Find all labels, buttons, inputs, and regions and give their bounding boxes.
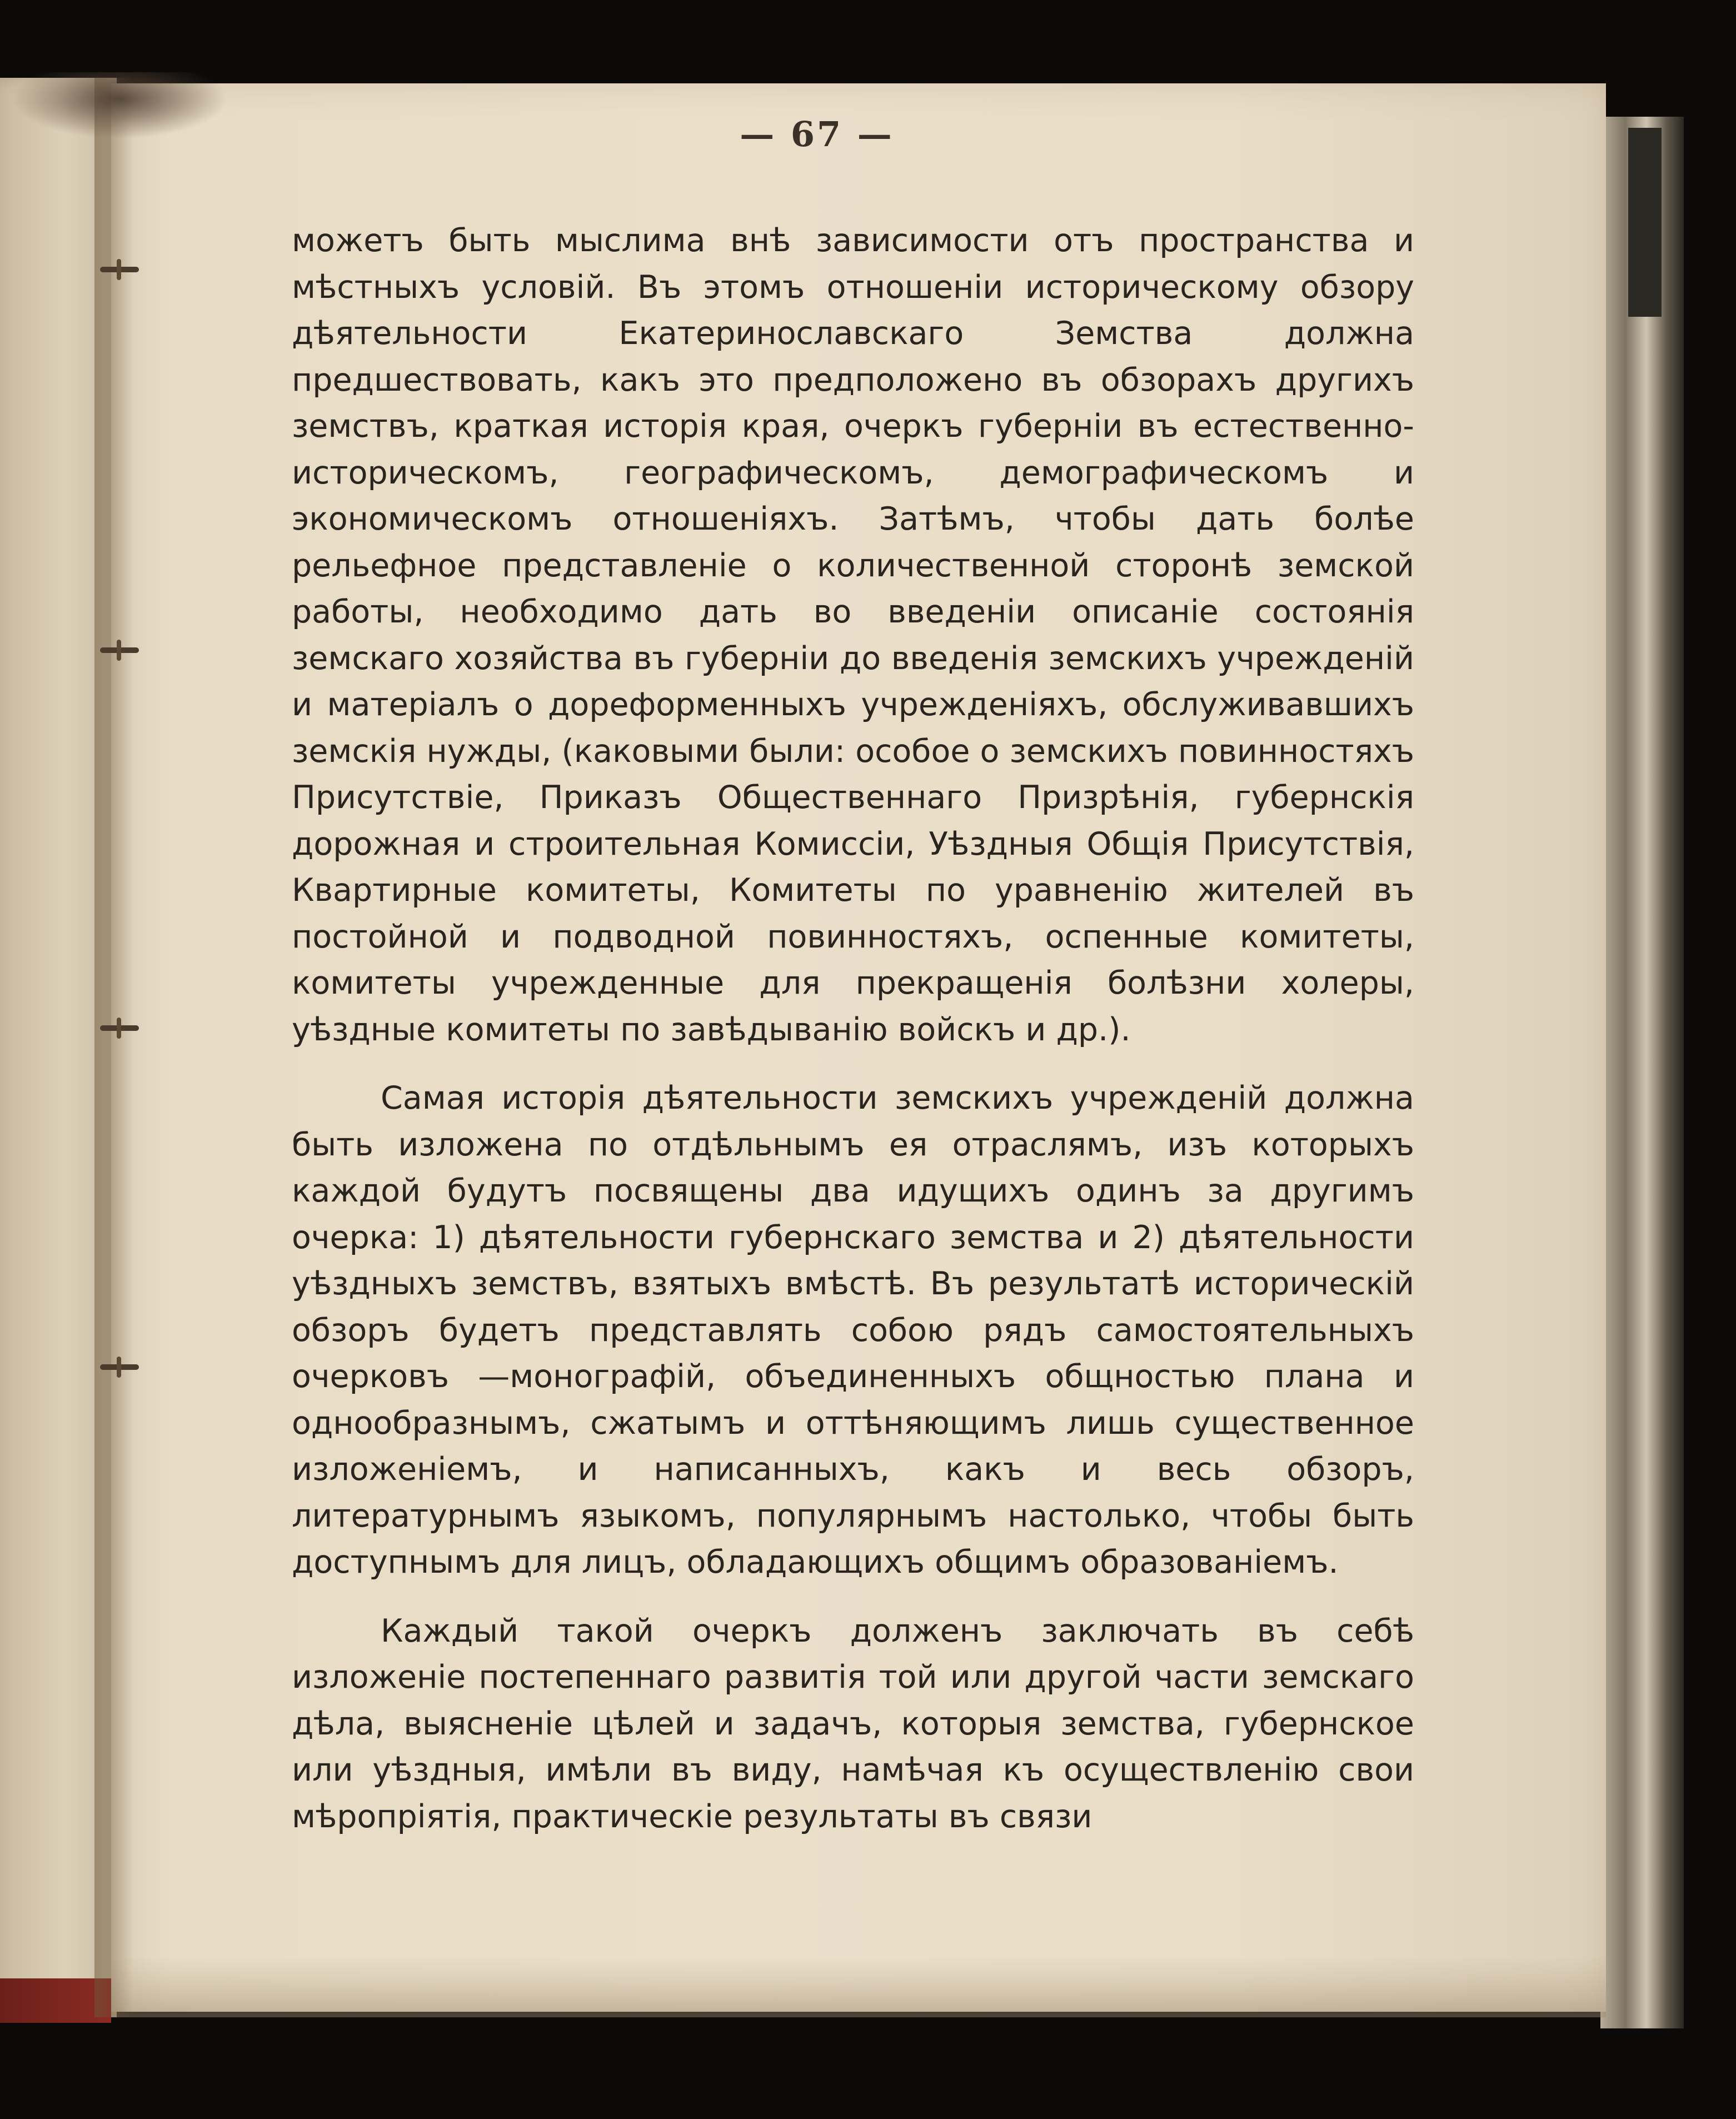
binding-thread-mark — [100, 267, 139, 272]
page-stack-shadow — [1628, 128, 1662, 317]
page-stack-edge — [1600, 117, 1684, 2028]
paragraph-3: Каждый такой очеркъ долженъ заключать въ себѣ изложеніе постепеннаго развитія той или другой части земскаго дѣла, выясненіе цѣлей и задачъ, которыя земства, губернское или уѣздныя, имѣли въ виду, намѣчая къ осуществленію свои мѣропріятія, практическіе результаты въ связи — [292, 1612, 1414, 1835]
binding-gutter — [94, 78, 133, 2017]
page-body-text — [292, 218, 1414, 1840]
binding-thread-mark — [100, 1025, 139, 1031]
binding-thread-mark — [100, 1364, 139, 1370]
page-bottom-shadow — [111, 1956, 1606, 2017]
paragraph-1: можетъ быть мыслима внѣ зависимости отъ пространства и мѣстныхъ условій. Въ этомъ отношеніи историческому обзору дѣятельности Екатеринославскаго Земства должна предшествовать, какъ это предположено въ обзорахъ другихъ земствъ, краткая исторія края, очеркъ губерніи въ естественно-историческомъ, географическомъ, демографическомъ и экономическомъ отношеніяхъ. Затѣмъ, чтобы дать болѣе рельефное представленіе о количественной сторонѣ земской работы, необходимо дать во введеніи описаніе состоянія земскаго хозяйства въ губерніи до введенія земскихъ учрежденій и матеріалъ о дореформенныхъ учрежденіяхъ, обслуживавшихъ земскія нужды, (каковыми были: особое о земскихъ повинностяхъ Присутствіе, Приказъ Общественнаго Призрѣнія, губернскія дорожная и строительная Комиссіи, Уѣздныя Общія Присутствія, Квартирные комитеты, Комитеты по уравненію жителей въ постойной и подводной повинностяхъ, оспенные комитеты, комитеты учрежденные для прекращенія болѣзни холеры, уѣздные комитеты по завѣдыванію войскъ и др.). — [292, 222, 1414, 1048]
page-number: — 67 — — [740, 114, 894, 154]
binding-ink-smudge — [11, 72, 228, 139]
paragraph-2: Самая исторія дѣятельности земскихъ учрежденій должна быть изложена по отдѣльнымъ ея отраслямъ, изъ которыхъ каждой будутъ посвящены два идущихъ одинъ за другимъ очерка: 1) дѣятельности губернскаго земства и 2) дѣятельности уѣздныхъ земствъ, взятыхъ вмѣстѣ. Въ результатѣ историческій обзоръ будетъ представлять собою рядъ самостоятельныхъ очерковъ —монографій, объединенныхъ общностью плана и однообразнымъ, сжатымъ и оттѣняющимъ лишь существенное изложеніемъ, и написанныхъ, какъ и весь обзоръ, литературнымъ языкомъ, популярнымъ настолько, чтобы быть доступнымъ для лицъ, обладающихъ общимъ образованіемъ. — [292, 1080, 1414, 1580]
binding-thread-mark — [100, 647, 139, 653]
